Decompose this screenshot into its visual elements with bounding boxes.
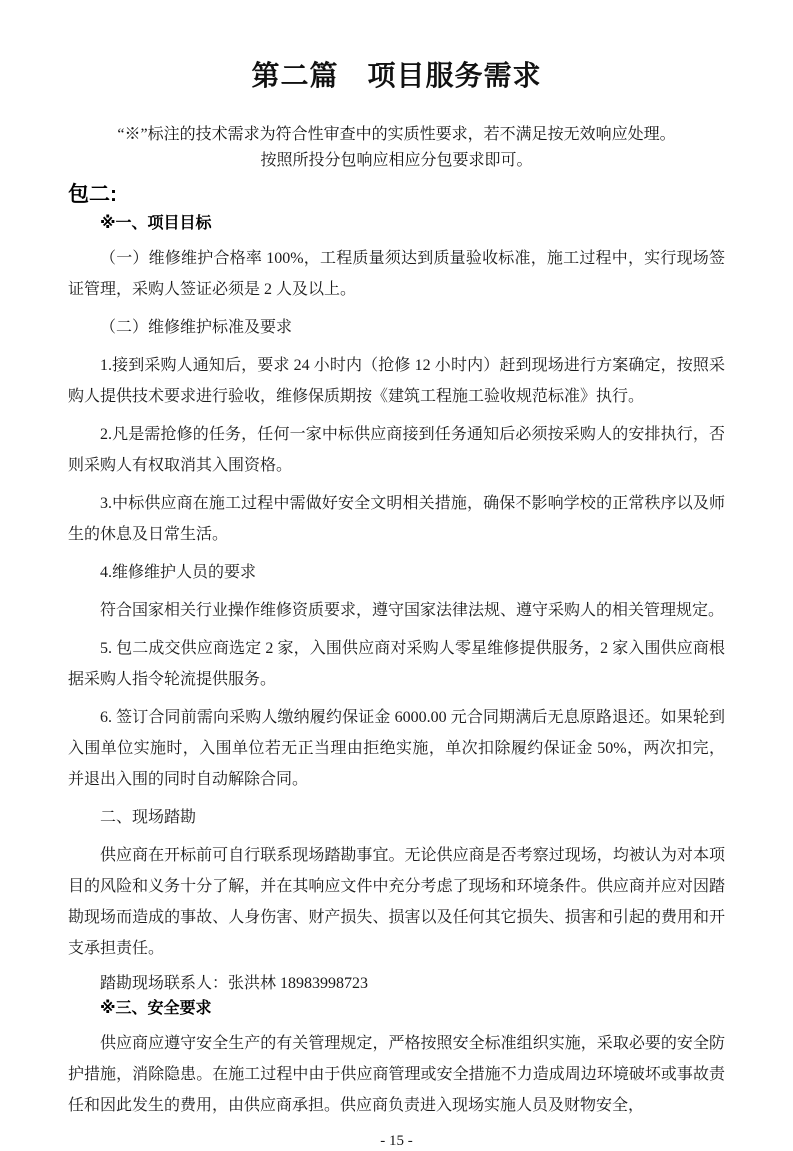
paragraph: 6. 签订合同前需向采购人缴纳履约保证金 6000.00 元合同期满后无息原路退还。如果轮到入围单位实施时，入围单位若无正当理由拒绝实施，单次扣除履约保证金 50%，两次扣完，并退出入围的同时自动解除合同。 <box>68 709 725 788</box>
section-heading-site-survey: 二、现场踏勘 <box>100 809 197 826</box>
paragraph: 5. 包二成交供应商选定 2 家，入围供应商对采购人零星维修提供服务，2 家入围供应商根据采购人指令轮流提供服务。 <box>68 640 725 688</box>
paragraph: 供应商在开标前可自行联系现场踏勘事宜。无论供应商是否考察过现场，均被认为对本项目的风险和义务十分了解，并在其响应文件中充分考虑了现场和环境条件。供应商并应对因踏勘现场而造成的事故、人身伤害、财产损失、损害以及任何其它损失、损害和引起的费用和开支承担责任。 <box>68 847 725 957</box>
paragraph: 4.维修维护人员的要求 <box>100 564 257 581</box>
paragraph: 符合国家相关行业操作维修资质要求，遵守国家法律法规、遵守采购人的相关管理规定。 <box>100 602 725 619</box>
site-survey-contact-line: 踏勘现场联系人：张洪林 18983998723 <box>100 975 369 992</box>
paragraph: 2.凡是需抢修的任务，任何一家中标供应商接到任务通知后必须按采购人的安排执行，否则采购人有权取消其入围资格。 <box>68 426 725 474</box>
page-number: - 15 - <box>380 1133 413 1149</box>
package-heading: 包二: <box>68 183 117 206</box>
paragraph: 3.中标供应商在施工过程中需做好安全文明相关措施，确保不影响学校的正常秩序以及师生的休息及日常生活。 <box>68 495 725 543</box>
section-heading-project-goals: ※一、项目目标 <box>100 215 212 232</box>
intro-note <box>68 122 725 174</box>
intro-line-1: “※”标注的技术需求为符合性审查中的实质性要求，若不满足按无效响应处理。 <box>117 126 676 143</box>
paragraph: （一）维修维护合格率 100%，工程质量须达到质量验收标准，施工过程中，实行现场签证管理，采购人签证必须是 2 人及以上。 <box>68 250 725 298</box>
section-heading-safety-requirements: ※三、安全要求 <box>100 1000 212 1017</box>
paragraph: （二）维修维护标准及要求 <box>100 319 293 336</box>
paragraph: 1.接到采购人通知后，要求 24 小时内（抢修 12 小时内）赶到现场进行方案确定，按照采购人提供技术要求进行验收，维修保质期按《建筑工程施工验收规范标准》执行。 <box>68 357 725 405</box>
paragraph: 供应商应遵守安全生产的有关管理规定，严格按照安全标准组织实施，采取必要的安全防护措施，消除隐患。在施工过程中由于供应商管理或安全措施不力造成周边环境破坏或事故责任和因此发生的费用，由供应商承担。供应商负责进入现场实施人员及财物安全， <box>68 1035 725 1114</box>
intro-line-2: 按照所投分包响应相应分包要求即可。 <box>260 152 533 169</box>
page-title: 第二篇 项目服务需求 <box>251 60 542 91</box>
